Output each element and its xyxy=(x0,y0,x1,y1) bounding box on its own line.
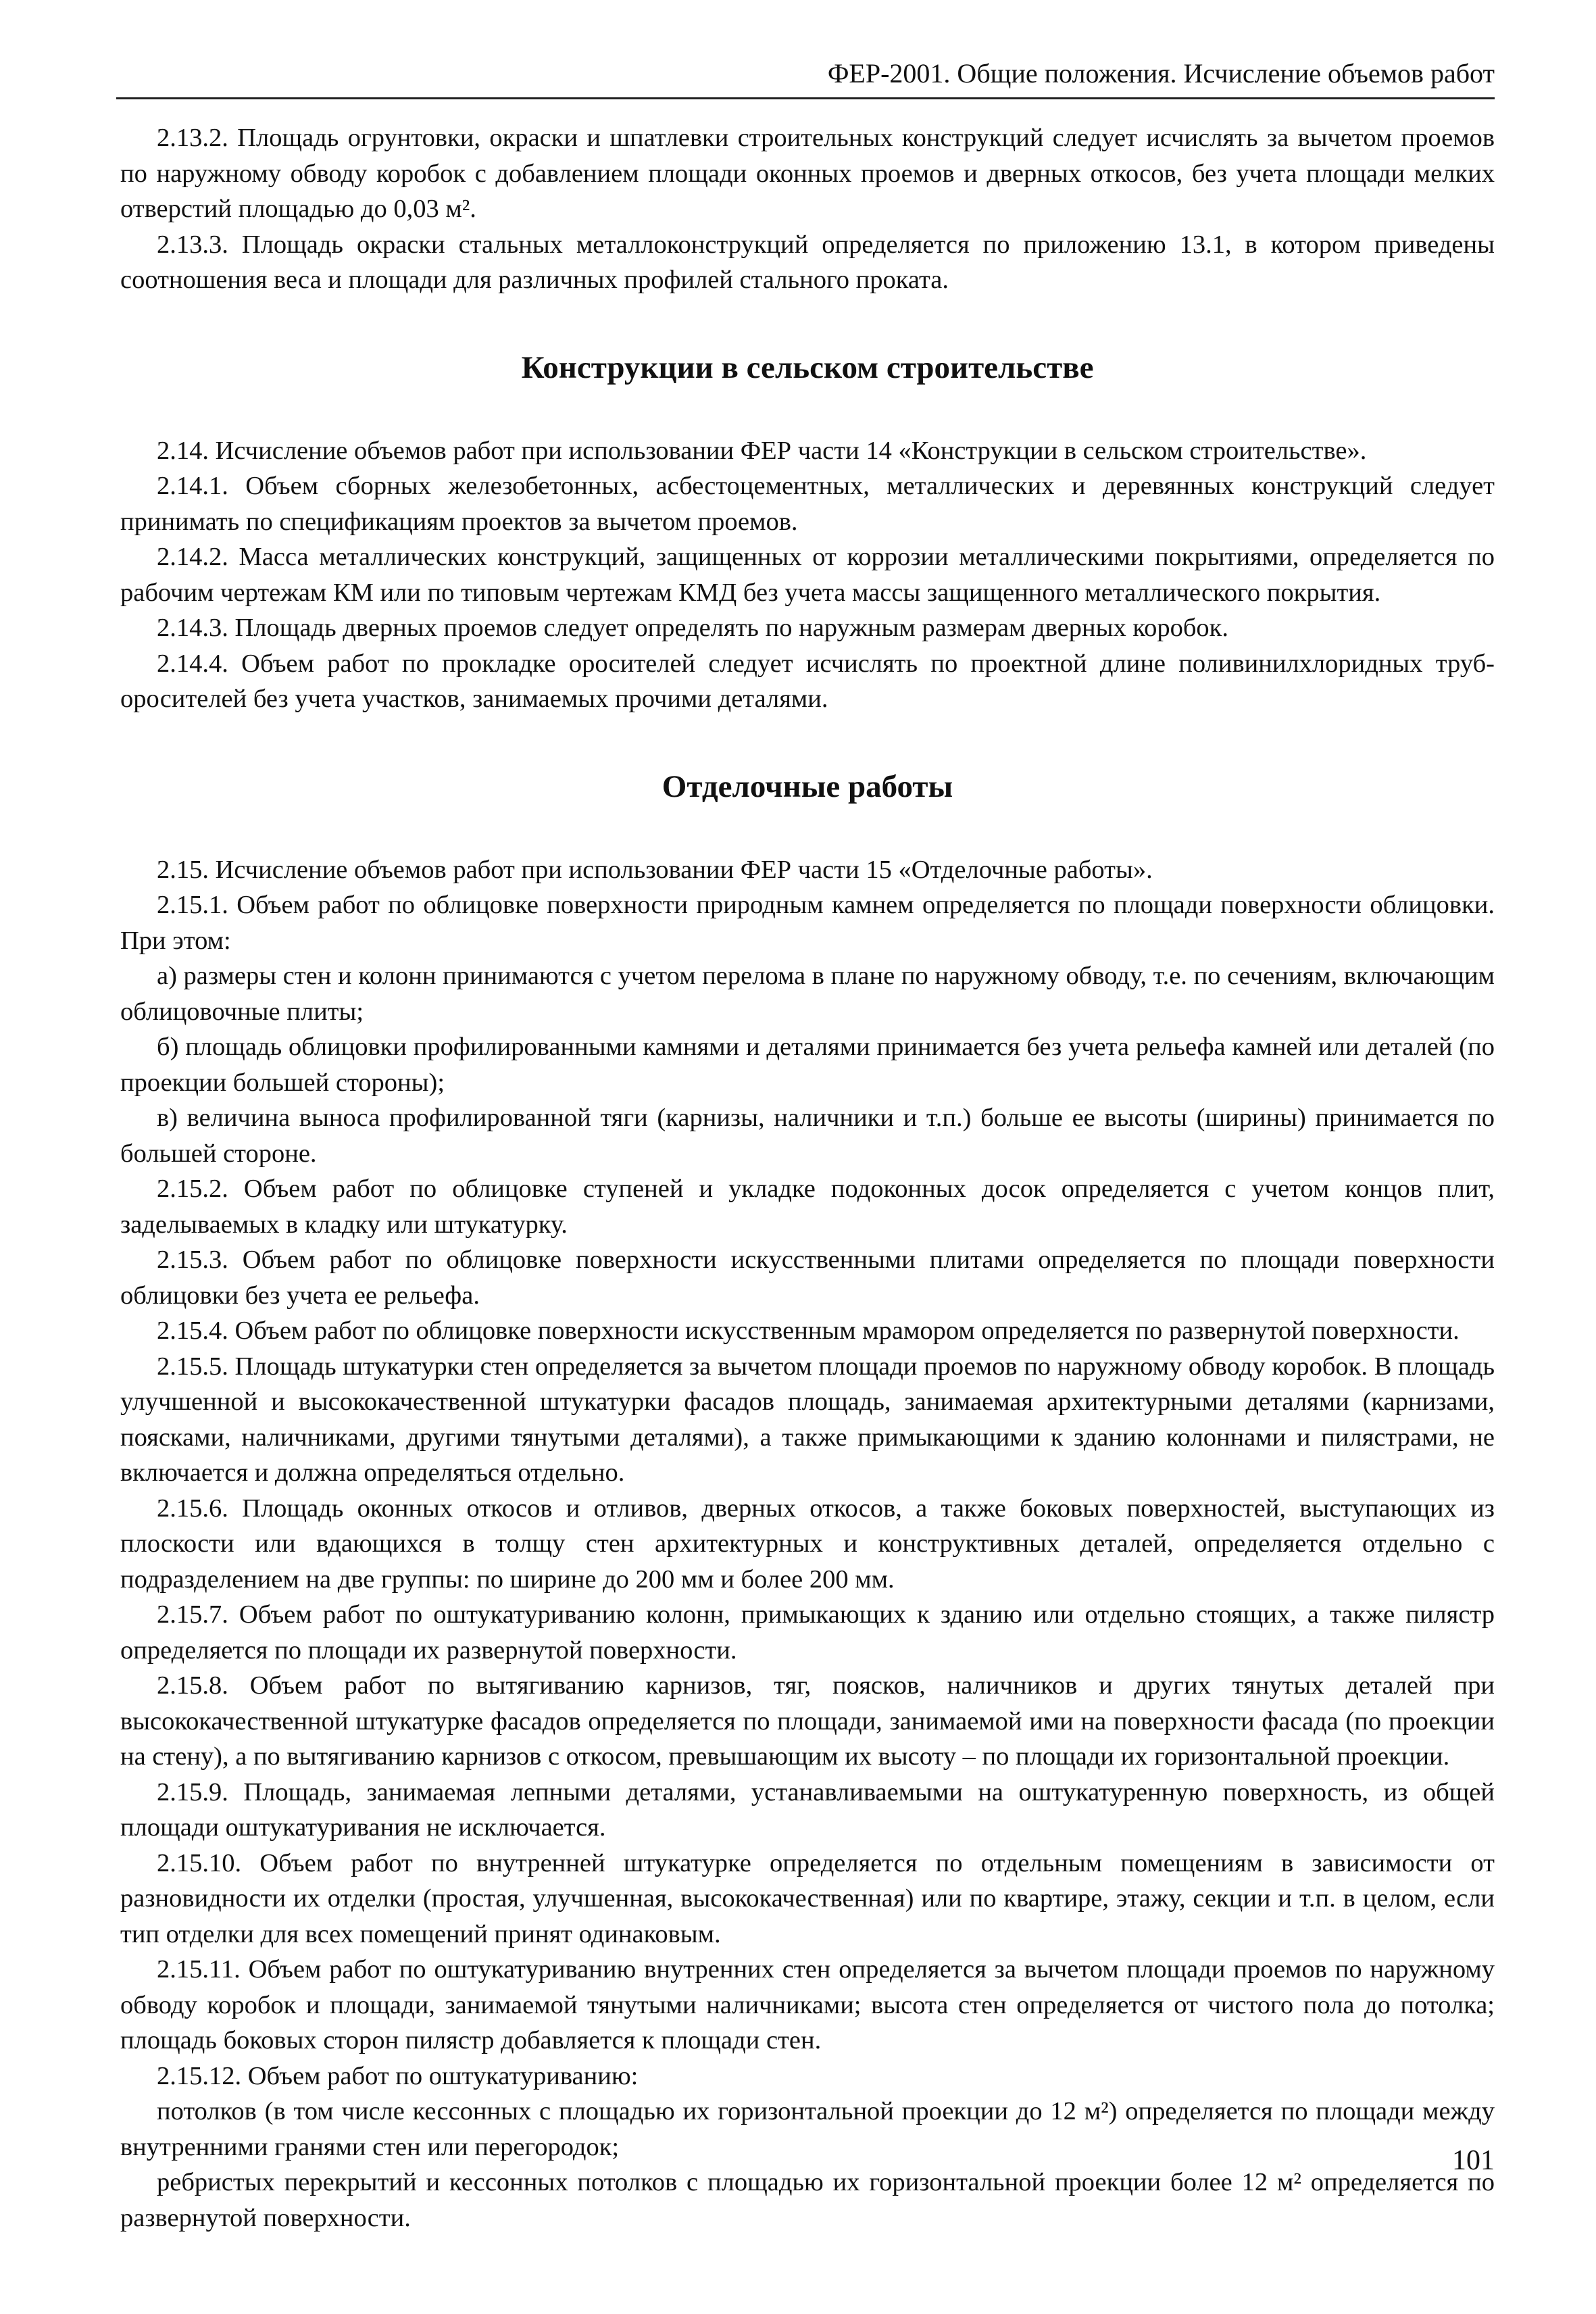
paragraph-2-15-7: 2.15.7. Объем работ по оштукатуриванию колонн, примыкающих к зданию или отдельно стоящих, а также пилястр определяется по площади их развернутой поверхности. xyxy=(120,1600,1495,1665)
page-number: 101 xyxy=(1452,2145,1495,2176)
list-item-2-15-12-ribbed: ребристых перекрытий и кессонных потолков с площадью их горизонтальной проекции более 12 м² определяется по развернутой поверхности. xyxy=(120,2168,1495,2232)
paragraph-2-15-5: 2.15.5. Площадь штукатурки стен определяется за вычетом площади проемов по наружному обводу коробок. В площадь улучшенной и высококачественной штукатурки фасадов площадь, занимаемая архитектурными деталями (карнизами, поясками, наличниками, другими тянутыми деталями), а также примыкающими к зданию колоннами и пилястрами, не включается и должна определяться отдельно. xyxy=(120,1352,1495,1487)
paragraph-2-14-4: 2.14.4. Объем работ по прокладке оросителей следует исчислять по проектной длине поливинилхлоридных труб-оросителей без учета участков, занимаемых прочими деталями. xyxy=(120,649,1495,713)
paragraph-2-14-3: 2.14.3. Площадь дверных проемов следует определять по наружным размерам дверных коробок. xyxy=(157,614,1229,642)
list-item-2-15-1-v: в) величина выноса профилированной тяги (карнизы, наличники и т.п.) больше ее высоты (ширины) принимается по большей стороне. xyxy=(120,1104,1495,1168)
paragraph-2-15-11: 2.15.11. Объем работ по оштукатуриванию внутренних стен определяется за вычетом площади проемов по наружному обводу коробок и площади, занимаемой тянутыми наличниками; высота стен определяется от чистого пола до потолка; площадь боковых сторон пилястр добавляется к площади стен. xyxy=(120,1955,1495,2054)
paragraph-2-14: 2.14. Исчисление объемов работ при использовании ФЕР части 14 «Конструкции в сельском строительстве». xyxy=(157,436,1367,465)
paragraph-2-13-3: 2.13.3. Площадь окраски стальных металлоконструкций определяется по приложению 13.1, в котором приведены соотношения веса и площади для различных профилей стального проката. xyxy=(120,230,1495,294)
section-heading-finishing-works: Отделочные работы xyxy=(662,768,953,804)
paragraph-2-13-2: 2.13.2. Площадь огрунтовки, окраски и шпатлевки строительных конструкций следует исчислять за вычетом проемов по наружному обводу коробок с добавлением площади оконных проемов и дверных откосов, без учета площади мелких отверстий площадью до 0,03 м². xyxy=(120,124,1495,223)
list-item-2-15-12-ceilings: потолков (в том числе кессонных с площадью их горизонтальной проекции до 12 м²) определяется по площади между внутренними гранями стен или перегородок; xyxy=(120,2097,1495,2161)
paragraph-2-15-1: 2.15.1. Объем работ по облицовке поверхности природным камнем определяется по площади поверхности облицовки. При этом: xyxy=(120,891,1495,955)
paragraph-2-15-4: 2.15.4. Объем работ по облицовке поверхности искусственным мрамором определяется по развернутой поверхности. xyxy=(157,1316,1460,1345)
section-heading-rural-construction: Конструкции в сельском строительстве xyxy=(521,349,1094,385)
document-body xyxy=(120,120,1495,2236)
list-item-2-15-1-a: а) размеры стен и колонн принимаются с учетом перелома в плане по наружному обводу, т.е. по сечениям, включающим облицовочные плиты; xyxy=(120,962,1495,1026)
list-item-2-15-1-b: б) площадь облицовки профилированными камнями и деталями принимается без учета рельефа камней или деталей (по проекции большей стороны); xyxy=(120,1033,1495,1097)
paragraph-2-15-8: 2.15.8. Объем работ по вытягиванию карнизов, тяг, поясков, наличников и других тянутых деталей при высококачественной штукатурке фасадов определяется по площади, занимаемой ими на поверхности фасада (по проекции на стену), а по вытягиванию карнизов с откосом, превышающим их высоту – по площади их горизонтальной проекции. xyxy=(120,1671,1495,1771)
paragraph-2-15-2: 2.15.2. Объем работ по облицовке ступеней и укладке подоконных досок определяется с учетом концов плит, заделываемых в кладку или штукатурку. xyxy=(120,1175,1495,1239)
paragraph-2-15: 2.15. Исчисление объемов работ при использовании ФЕР части 15 «Отделочные работы». xyxy=(157,855,1153,884)
paragraph-2-15-12: 2.15.12. Объем работ по оштукатуриванию: xyxy=(157,2061,639,2090)
running-header: ФЕР-2001. Общие положения. Исчисление объемов работ xyxy=(827,58,1495,89)
paragraph-2-15-9: 2.15.9. Площадь, занимаемая лепными деталями, устанавливаемыми на оштукатуренную поверхность, из общей площади оштукатуривания не исключается. xyxy=(120,1777,1495,1842)
paragraph-2-14-2: 2.14.2. Масса металлических конструкций, защищенных от коррозии металлическими покрытиями, определяется по рабочим чертежам КМ или по типовым чертежам КМД без учета массы защищенного металлического покрытия. xyxy=(120,543,1495,607)
paragraph-2-15-3: 2.15.3. Объем работ по облицовке поверхности искусственными плитами определяется по площади поверхности облицовки без учета ее рельефа. xyxy=(120,1246,1495,1310)
paragraph-2-15-6: 2.15.6. Площадь оконных откосов и отливов, дверных откосов, а также боковых поверхностей, выступающих из плоскости или вдающихся в толщу стен архитектурных и конструктивных деталей, определяется отдельно с подразделением на две группы: по ширине до 200 мм и более 200 мм. xyxy=(120,1494,1495,1594)
paragraph-2-14-1: 2.14.1. Объем сборных железобетонных, асбестоцементных, металлических и деревянных конструкций следует принимать по спецификациям проектов за вычетом проемов. xyxy=(120,472,1495,536)
paragraph-2-15-10: 2.15.10. Объем работ по внутренней штукатурке определяется по отдельным помещениям в зависимости от разновидности их отделки (простая, улучшенная, высококачественная) или по квартире, этажу, секции и т.п. в целом, если тип отделки для всех помещений принят одинаковым. xyxy=(120,1848,1495,1948)
header-rule xyxy=(116,97,1495,99)
